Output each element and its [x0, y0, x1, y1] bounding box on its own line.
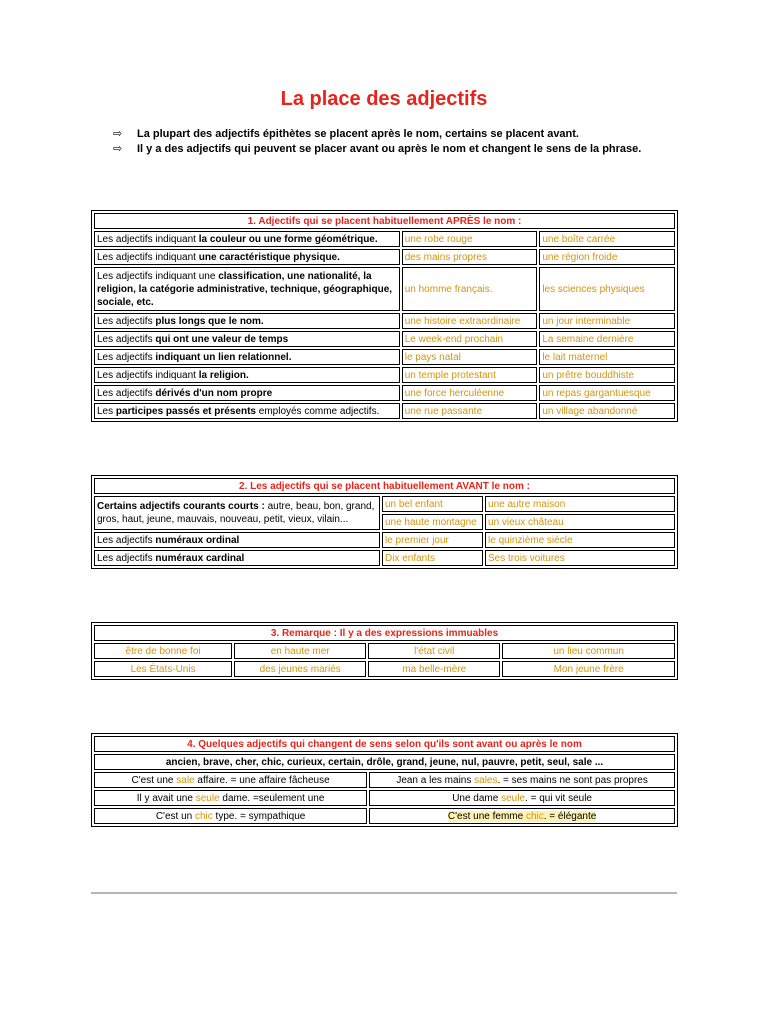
- example-cell: un village abandonné: [539, 403, 675, 419]
- example-cell: un jour interminable: [539, 313, 675, 329]
- table-row: [94, 661, 675, 677]
- example-cell: le premier jour: [382, 532, 483, 548]
- rule-cell: Les adjectifs indiquant un lien relationnel.: [94, 349, 400, 365]
- table-row: [94, 403, 675, 419]
- example-cell: un homme français.: [402, 267, 538, 311]
- example-sentence: [369, 808, 675, 824]
- expression-cell: Mon jeune frère: [502, 661, 675, 677]
- table-avant: [91, 475, 678, 569]
- example-cell: une autre maison: [485, 496, 675, 512]
- example-cell: le quinzième siècle: [485, 532, 675, 548]
- example-sentence: C'est un chic type. = sympathique: [94, 808, 367, 824]
- table-row: [94, 772, 675, 788]
- example-cell: Dix enfants: [382, 550, 483, 566]
- highlighted-sentence: C'est une femme chic. = élégante: [447, 810, 597, 822]
- rule-cell: Les adjectifs numéraux cardinal: [94, 550, 380, 566]
- rule-cell: Les participes passés et présents employés comme adjectifs.: [94, 403, 400, 419]
- section-heading: 3. Remarque : Il y a des expressions immuables: [94, 625, 675, 641]
- table-row: [94, 267, 675, 311]
- rule-cell: Les adjectifs dérivés d'un nom propre: [94, 385, 400, 401]
- intro-text: Il y a des adjectifs qui peuvent se placer avant ou après le nom et changent le sens de la phrase.: [137, 143, 642, 155]
- table-row: [94, 532, 675, 548]
- rule-cell: Les adjectifs indiquant la couleur ou une forme géométrique.: [94, 231, 400, 247]
- table-row: [94, 249, 675, 265]
- section-heading: 4. Quelques adjectifs qui changent de sens selon qu'ils sont avant ou après le nom: [94, 736, 675, 752]
- example-sentence: C'est une sale affaire. = une affaire fâcheuse: [94, 772, 367, 788]
- example-cell: une haute montagne: [382, 514, 483, 530]
- section-heading: 1. Adjectifs qui se placent habituellement APRÈS le nom :: [94, 213, 675, 229]
- table-row: [94, 231, 675, 247]
- table-apres: [91, 210, 678, 422]
- rule-cell: Certains adjectifs courants courts : autre, beau, bon, grand, gros, haut, jeune, mauvais, nouveau, petit, vieux, vilain...: [94, 496, 380, 530]
- expression-cell: Les États-Unis: [94, 661, 232, 677]
- example-cell: une force herculéenne: [402, 385, 538, 401]
- arrow-right-icon: ⇨: [113, 128, 123, 140]
- rule-cell: Les adjectifs indiquant une classification, une nationalité, la religion, la catégorie administrative, technique, géographique, sociale, etc.: [94, 267, 400, 311]
- table-sens: [91, 733, 678, 827]
- section-heading: 2. Les adjectifs qui se placent habituellement AVANT le nom :: [94, 478, 675, 494]
- table-row: [94, 349, 675, 365]
- table-row: [94, 367, 675, 383]
- example-cell: un vieux château: [485, 514, 675, 530]
- adjective-list: ancien, brave, cher, chic, curieux, certain, drôle, grand, jeune, nul, pauvre, petit, seul, sale ...: [94, 754, 675, 770]
- example-cell: une histoire extraordinaire: [402, 313, 538, 329]
- example-sentence: Une dame seule. = qui vit seule: [369, 790, 675, 806]
- example-cell: une boîte carrée: [539, 231, 675, 247]
- example-cell: un bel enfant: [382, 496, 483, 512]
- expression-cell: en haute mer: [234, 643, 366, 659]
- table-row: [94, 550, 675, 566]
- table-row: [94, 496, 675, 512]
- table-row: [94, 643, 675, 659]
- example-cell: une région froide: [539, 249, 675, 265]
- table-expressions: [91, 622, 678, 680]
- page-divider: [91, 892, 677, 894]
- expression-cell: un lieu commun: [502, 643, 675, 659]
- example-cell: La semaine dernière: [539, 331, 675, 347]
- table-row: [94, 385, 675, 401]
- example-cell: un prêtre bouddhiste: [539, 367, 675, 383]
- table-row: [94, 331, 675, 347]
- rule-cell: Les adjectifs indiquant une caractéristique physique.: [94, 249, 400, 265]
- example-sentence: Il y avait une seule dame. =seulement une: [94, 790, 367, 806]
- example-cell: une robe rouge: [402, 231, 538, 247]
- arrow-right-icon: ⇨: [113, 143, 123, 155]
- example-cell: des mains propres: [402, 249, 538, 265]
- table-row: [94, 808, 675, 824]
- example-cell: le lait maternel: [539, 349, 675, 365]
- table-row: [94, 790, 675, 806]
- expression-cell: l'état civil: [368, 643, 500, 659]
- example-cell: les sciences physiques: [539, 267, 675, 311]
- intro-list: [113, 127, 641, 157]
- example-cell: Ses trois voitures: [485, 550, 675, 566]
- example-cell: Le week-end prochain: [402, 331, 538, 347]
- example-cell: une rue passante: [402, 403, 538, 419]
- rule-cell: Les adjectifs indiquant la religion.: [94, 367, 400, 383]
- expression-cell: ma belle-mère: [368, 661, 500, 677]
- intro-item: [113, 142, 641, 157]
- expression-cell: des jeunes mariés: [234, 661, 366, 677]
- example-cell: un repas gargantuesque: [539, 385, 675, 401]
- page-title: La place des adjectifs: [280, 88, 488, 110]
- intro-text: La plupart des adjectifs épithètes se placent après le nom, certains se placent avant.: [137, 128, 579, 140]
- table-row: [94, 313, 675, 329]
- rule-cell: Les adjectifs numéraux ordinal: [94, 532, 380, 548]
- example-cell: un temple protestant: [402, 367, 538, 383]
- example-cell: le pays natal: [402, 349, 538, 365]
- example-sentence: Jean a les mains sales. = ses mains ne sont pas propres: [369, 772, 675, 788]
- expression-cell: être de bonne foi: [94, 643, 232, 659]
- intro-item: [113, 127, 641, 142]
- rule-cell: Les adjectifs plus longs que le nom.: [94, 313, 400, 329]
- rule-cell: Les adjectifs qui ont une valeur de temps: [94, 331, 400, 347]
